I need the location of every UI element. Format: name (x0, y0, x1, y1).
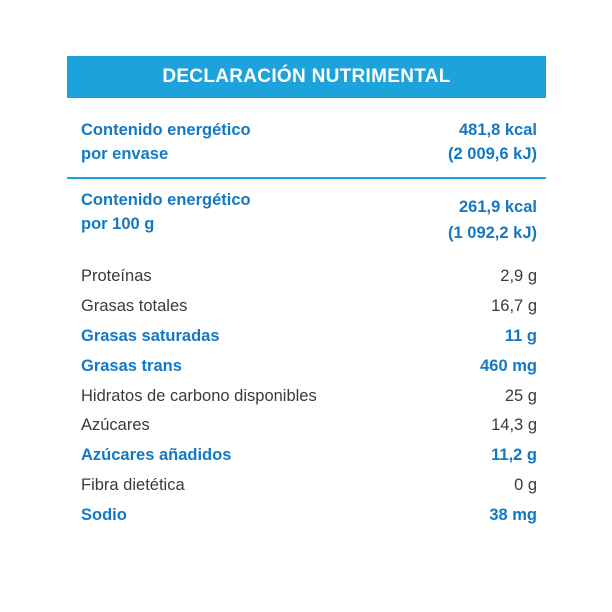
energy-per-package-kcal: 481,8 kcal (459, 121, 537, 139)
nutrient-label: Azúcares (81, 416, 150, 435)
energy-per-package-kj: (2 009,6 kJ) (448, 145, 537, 163)
nutrient-row-total-fat (81, 292, 537, 322)
nutrient-value: 14,3 g (491, 416, 537, 435)
nutrient-row-added-sugars (81, 441, 537, 471)
energy-per-100g-value (448, 194, 537, 246)
nutrient-label: Grasas trans (81, 356, 182, 375)
nutrient-value: 16,7 g (491, 297, 537, 316)
nutrition-title: DECLARACIÓN NUTRIMENTAL (67, 56, 546, 98)
nutrient-row-trans-fat (81, 351, 537, 381)
energy-per-100g-label-line2: por 100 g (81, 215, 155, 233)
energy-per-package-label-line1: Contenido energético (81, 121, 251, 139)
nutrient-label: Grasas saturadas (81, 326, 220, 345)
energy-per-package-label (81, 118, 251, 166)
nutrient-value: 38 mg (489, 505, 537, 524)
energy-per-package-label-line2: por envase (81, 145, 169, 163)
nutrient-value: 11,2 g (491, 446, 537, 465)
energy-per-100g-label-line1: Contenido energético (81, 191, 251, 209)
nutrient-row-sugars (81, 411, 537, 441)
energy-per-100g-kj: (1 092,2 kJ) (448, 224, 537, 242)
energy-per-package-value (448, 118, 537, 166)
nutrient-label: Hidratos de carbono disponibles (81, 386, 317, 405)
section-divider (67, 177, 546, 179)
nutrient-value: 25 g (504, 386, 537, 405)
nutrition-facts-panel (67, 56, 546, 524)
nutrient-value: 0 g (514, 475, 537, 494)
nutrient-row-sodium (81, 500, 537, 530)
nutrient-row-fiber (81, 471, 537, 501)
nutrient-row-proteins (81, 262, 537, 292)
nutrient-label: Sodio (81, 505, 127, 524)
nutrient-row-saturated-fat (81, 322, 537, 352)
nutrient-label: Proteínas (81, 267, 152, 286)
nutrient-value: 11 g (504, 326, 537, 345)
nutrient-value: 460 mg (480, 356, 537, 375)
nutrient-label: Fibra dietética (81, 475, 185, 494)
nutrient-list (81, 262, 537, 530)
energy-per-100g-label (81, 188, 251, 236)
nutrient-label: Azúcares añadidos (81, 446, 232, 465)
energy-per-100g (81, 188, 537, 248)
energy-per-100g-kcal: 261,9 kcal (459, 198, 537, 216)
nutrient-value: 2,9 g (500, 267, 537, 286)
energy-per-package (81, 118, 537, 168)
nutrient-label: Grasas totales (81, 297, 188, 316)
nutrient-row-carbohydrates (81, 381, 537, 411)
